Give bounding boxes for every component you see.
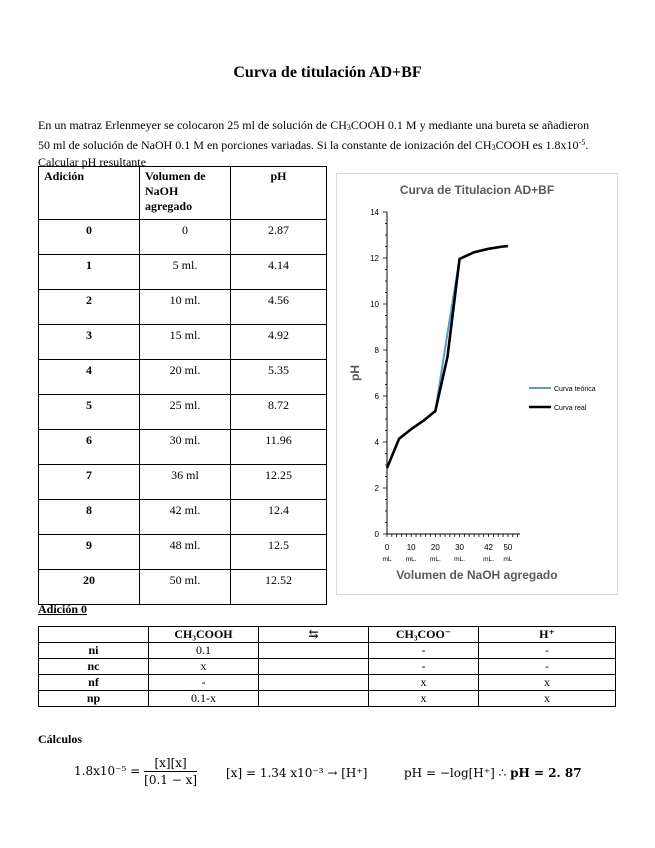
cell-adicion: 1	[39, 255, 140, 290]
ice-header-acid: CH₃COOH	[149, 627, 259, 643]
table-row	[39, 360, 327, 395]
cell-volumen: 5 ml.	[140, 255, 231, 290]
ice-row	[39, 659, 616, 675]
x-tick-label: 42	[484, 543, 494, 552]
ice-cell	[259, 691, 369, 707]
x-tick-unit: mL	[382, 556, 392, 563]
x-axis-label: Volumen de NaOH agregado	[396, 568, 558, 582]
ice-cell	[259, 675, 369, 691]
equation-ka-denominator: [0.1 − x]	[144, 773, 198, 787]
equation-ph-result: pH = 2. 87	[510, 766, 582, 780]
cell-volumen: 30 ml.	[140, 430, 231, 465]
table-row	[39, 465, 327, 500]
ice-cell	[259, 659, 369, 675]
cell-volumen: 50 ml.	[140, 570, 231, 605]
ice-header-blank	[39, 627, 149, 643]
equation-ka-numerator: [x][x]	[144, 756, 197, 772]
cell-adicion: 2	[39, 290, 140, 325]
equation-ph-main: pH = −log[H⁺] ∴	[404, 766, 511, 780]
equation-ka-left: 1.8x10⁻⁵ =	[74, 764, 141, 778]
ice-header-hydrogen: H⁺	[479, 627, 616, 643]
cell-adicion: 3	[39, 325, 140, 360]
ice-cell: x	[479, 691, 616, 707]
ice-row-label: ni	[39, 643, 149, 659]
series-line-real	[387, 246, 508, 468]
cell-ph: 4.14	[231, 255, 327, 290]
table-row	[39, 430, 327, 465]
cell-ph: 4.92	[231, 325, 327, 360]
header-adicion: Adición	[39, 167, 140, 220]
ice-row	[39, 675, 616, 691]
cell-volumen: 10 ml.	[140, 290, 231, 325]
ice-header-acetate: CH₃COO⁻	[369, 627, 479, 643]
cell-volumen: 20 ml.	[140, 360, 231, 395]
cell-adicion: 8	[39, 500, 140, 535]
cell-adicion: 9	[39, 535, 140, 570]
ice-header-row	[39, 627, 616, 643]
problem-statement: En un matraz Erlenmeyer se colocaron 25 ml de solución de $CH_3COOH$ 0.1 M y mediante una bureta se añadieron 50 ml de solución de NaOH 0.1 M en porciones variadas. Si la constante de ionización del $CH_3COOH$ es $1.8x10^{-5}$. Calcular pH resultante	[38, 118, 590, 169]
titration-chart	[336, 173, 618, 595]
equilibrium-arrow-icon: ⇆	[259, 627, 369, 643]
cell-ph: 11.96	[231, 430, 327, 465]
ice-row	[39, 643, 616, 659]
cell-ph: 5.35	[231, 360, 327, 395]
titration-data-table	[38, 166, 327, 605]
cell-volumen: 36 ml	[140, 465, 231, 500]
y-tick-label: 10	[370, 300, 379, 309]
cell-volumen: 42 ml.	[140, 500, 231, 535]
equation-ka-fraction	[144, 756, 197, 787]
ice-cell: x	[369, 691, 479, 707]
x-tick-unit: mL.	[429, 556, 441, 563]
cell-volumen: 0	[140, 220, 231, 255]
x-tick-label: 30	[455, 543, 464, 552]
ice-cell	[259, 643, 369, 659]
ice-cell: 0.1-x	[149, 691, 259, 707]
x-tick-label: 20	[430, 543, 440, 552]
ice-cell: x	[479, 675, 616, 691]
calculations-title: Cálculos	[38, 732, 83, 746]
cell-adicion: 0	[39, 220, 140, 255]
table-row	[39, 325, 327, 360]
equation-ph	[404, 766, 582, 780]
cell-adicion: 7	[39, 465, 140, 500]
ice-cell: 0.1	[149, 643, 259, 659]
page-title: Curva de titulación AD+BF	[233, 64, 422, 81]
legend-label: Curva teórica	[554, 386, 596, 393]
table-row	[39, 535, 327, 570]
ice-row-label: nf	[39, 675, 149, 691]
cell-ph: 2.87	[231, 220, 327, 255]
y-tick-label: 8	[374, 346, 379, 355]
cell-adicion: 6	[39, 430, 140, 465]
cell-volumen: 15 ml.	[140, 325, 231, 360]
header-ph: pH	[231, 167, 327, 220]
equation-concentration: [x] = 1.34 x10⁻³ → [H⁺]	[226, 766, 368, 780]
cell-ph: 4.56	[231, 290, 327, 325]
ice-cell: x	[149, 659, 259, 675]
equation-ka	[74, 756, 197, 787]
cell-volumen: 25 ml.	[140, 395, 231, 430]
ice-cell: x	[369, 675, 479, 691]
ice-cell: -	[369, 659, 479, 675]
ice-row	[39, 691, 616, 707]
table-row	[39, 570, 327, 605]
chart-title: Curva de Titulacion AD+BF	[399, 183, 555, 197]
x-tick-unit: mL.	[483, 556, 494, 563]
legend-label: Curva real	[554, 405, 587, 412]
header-volumen: Volumen de NaOH agregado	[140, 167, 231, 220]
cell-volumen: 48 ml.	[140, 535, 231, 570]
table-row	[39, 255, 327, 290]
y-tick-label: 12	[370, 254, 379, 263]
table-row	[39, 395, 327, 430]
x-tick-label: 0	[384, 543, 390, 552]
table-header-row	[39, 167, 327, 220]
x-tick-label: 10	[406, 543, 416, 552]
ice-row-label: nc	[39, 659, 149, 675]
y-tick-label: 14	[370, 208, 379, 217]
titration-chart-svg	[337, 174, 617, 594]
table-row	[39, 500, 327, 535]
cell-adicion: 20	[39, 570, 140, 605]
table-row	[39, 290, 327, 325]
y-tick-label: 2	[374, 484, 379, 493]
table-row	[39, 220, 327, 255]
ice-cell: -	[149, 675, 259, 691]
cell-adicion: 5	[39, 395, 140, 430]
cell-ph: 12.25	[231, 465, 327, 500]
ice-cell: -	[479, 643, 616, 659]
section-title: Adición 0	[38, 602, 88, 616]
y-tick-label: 6	[374, 392, 379, 401]
cell-ph: 12.52	[231, 570, 327, 605]
ice-table	[38, 626, 616, 707]
cell-ph: 12.4	[231, 500, 327, 535]
y-axis-label: pH	[348, 365, 362, 381]
y-tick-label: 4	[374, 438, 379, 447]
cell-ph: 12.5	[231, 535, 327, 570]
cell-ph: 8.72	[231, 395, 327, 430]
x-tick-unit: mL	[503, 556, 513, 563]
x-tick-label: 50	[503, 543, 513, 552]
cell-adicion: 4	[39, 360, 140, 395]
ice-cell: -	[479, 659, 616, 675]
y-tick-label: 0	[374, 530, 379, 539]
x-tick-unit: mL.	[405, 556, 417, 563]
x-tick-unit: mL.	[454, 556, 465, 563]
ice-row-label: np	[39, 691, 149, 707]
ice-cell: -	[369, 643, 479, 659]
